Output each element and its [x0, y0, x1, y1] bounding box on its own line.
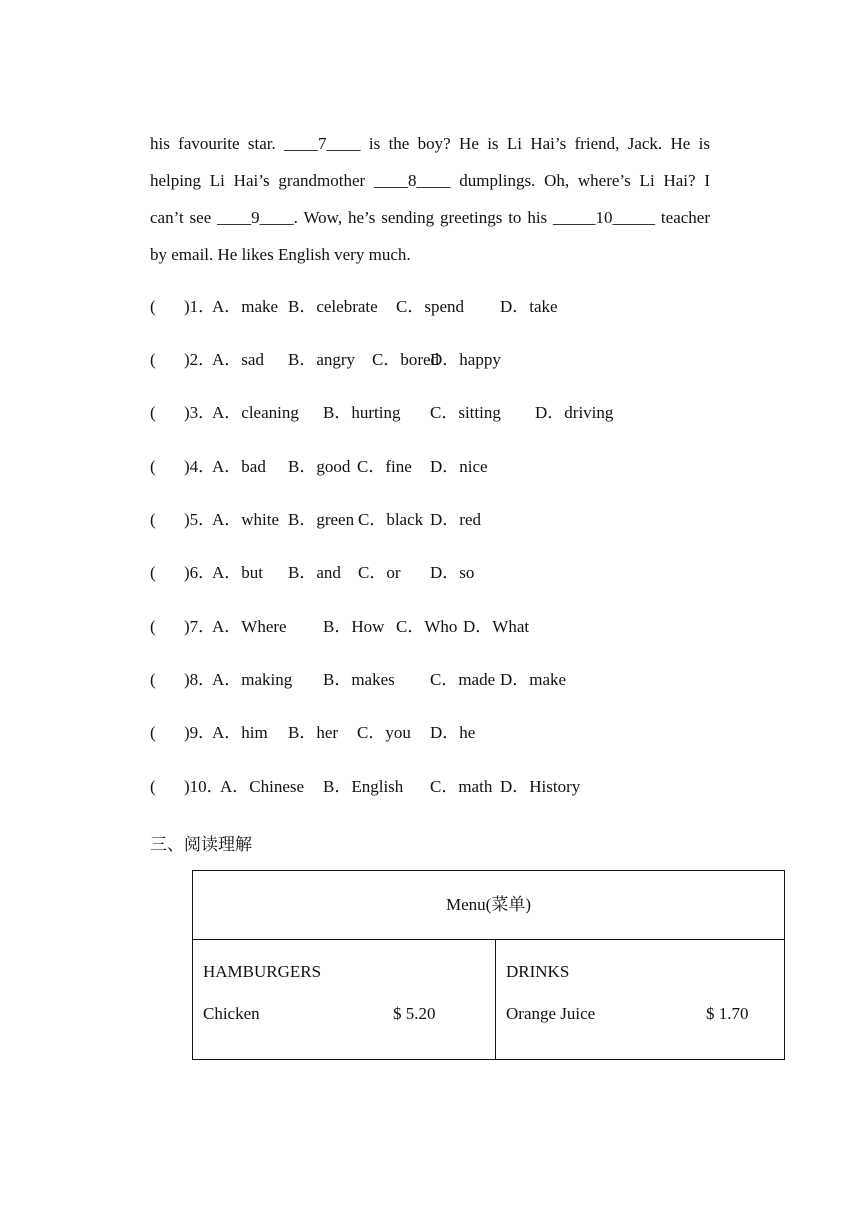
question-number: )7．	[184, 617, 216, 636]
passage-line: his favourite star. ____7____ is the boy? He is Li Hai’s friend, Jack. He is	[150, 134, 710, 153]
option-c: C．you	[357, 723, 411, 742]
passage-line: by email. He likes English very much.	[150, 245, 411, 264]
question-number: )4．	[184, 457, 216, 476]
option-a: A．sad	[212, 350, 264, 369]
menu-cell-hamburgers	[193, 940, 496, 1060]
option-b: B．How	[323, 617, 385, 636]
option-b: B．English	[323, 777, 404, 796]
option-b: B．good	[288, 457, 351, 476]
menu-item-price: $ 5.20	[393, 1004, 436, 1023]
answer-bracket: (	[150, 670, 156, 689]
menu-item-name: Orange Juice	[506, 1004, 596, 1023]
question-number: )8．	[184, 670, 216, 689]
answer-bracket: (	[150, 403, 156, 422]
option-d: D．driving	[535, 403, 614, 422]
option-d: D．red	[430, 510, 481, 529]
answer-bracket: (	[150, 617, 156, 636]
menu-item-name: Chicken	[203, 1004, 260, 1023]
option-c: C．or	[358, 563, 401, 582]
option-c: C．made	[430, 670, 496, 689]
option-a: A．white	[212, 510, 280, 529]
menu-item-price: $ 1.70	[706, 1004, 749, 1023]
option-a: A．bad	[212, 457, 266, 476]
passage	[150, 135, 710, 283]
question-number: )9．	[184, 723, 216, 742]
answer-bracket: (	[150, 563, 156, 582]
option-d: D．nice	[430, 457, 488, 476]
option-c: C．bored	[372, 350, 440, 369]
option-a: A．him	[212, 723, 268, 742]
menu-cell-drinks	[496, 940, 785, 1060]
option-c: C．black	[358, 510, 424, 529]
answer-bracket: (	[150, 723, 156, 742]
option-d: D．History	[500, 777, 581, 796]
question-number: )3．	[184, 403, 216, 422]
option-b: B．hurting	[323, 403, 401, 422]
answer-bracket: (	[150, 777, 156, 796]
option-b: B．celebrate	[288, 297, 378, 316]
option-a: A．make	[212, 297, 279, 316]
passage-line: helping Li Hai’s grandmother ____8____ dumplings. Oh, where’s Li Hai? I	[150, 171, 710, 190]
passage-line: can’t see ____9____. Wow, he’s sending greetings to his _____10_____ teacher	[150, 208, 710, 227]
menu-table	[192, 870, 785, 1060]
section-title: 三、阅读理解	[150, 835, 252, 854]
option-c: C．math	[430, 777, 493, 796]
menu-heading: DRINKS	[506, 962, 570, 981]
option-a: A．making	[212, 670, 293, 689]
option-a: A．Chinese	[220, 777, 305, 796]
answer-bracket: (	[150, 510, 156, 529]
option-b: B．angry	[288, 350, 356, 369]
question-number: )6．	[184, 563, 216, 582]
option-d: D．he	[430, 723, 476, 742]
option-b: B．and	[288, 563, 341, 582]
question-number: )1．	[184, 297, 216, 316]
option-d: D．happy	[430, 350, 501, 369]
option-d: D．What	[463, 617, 530, 636]
option-c: C．spend	[396, 297, 464, 316]
option-a: A．cleaning	[212, 403, 299, 422]
menu-item-row	[506, 1004, 794, 1024]
option-c: C．Who	[396, 617, 458, 636]
question-number: )10．	[184, 777, 224, 796]
menu-item-row	[203, 1004, 505, 1024]
option-a: A．Where	[212, 617, 287, 636]
option-d: D．so	[430, 563, 475, 582]
answer-bracket: (	[150, 457, 156, 476]
option-d: D．take	[500, 297, 558, 316]
option-b: B．her	[288, 723, 339, 742]
question-number: )5．	[184, 510, 216, 529]
option-a: A．but	[212, 563, 263, 582]
option-c: C．sitting	[430, 403, 501, 422]
menu-title: Menu(菜单)	[193, 871, 785, 940]
answer-bracket: (	[150, 297, 156, 316]
question-number: )2．	[184, 350, 216, 369]
option-b: B．green	[288, 510, 355, 529]
answer-bracket: (	[150, 350, 156, 369]
option-b: B．makes	[323, 670, 395, 689]
menu-heading: HAMBURGERS	[203, 962, 322, 981]
option-c: C．fine	[357, 457, 412, 476]
option-d: D．make	[500, 670, 567, 689]
